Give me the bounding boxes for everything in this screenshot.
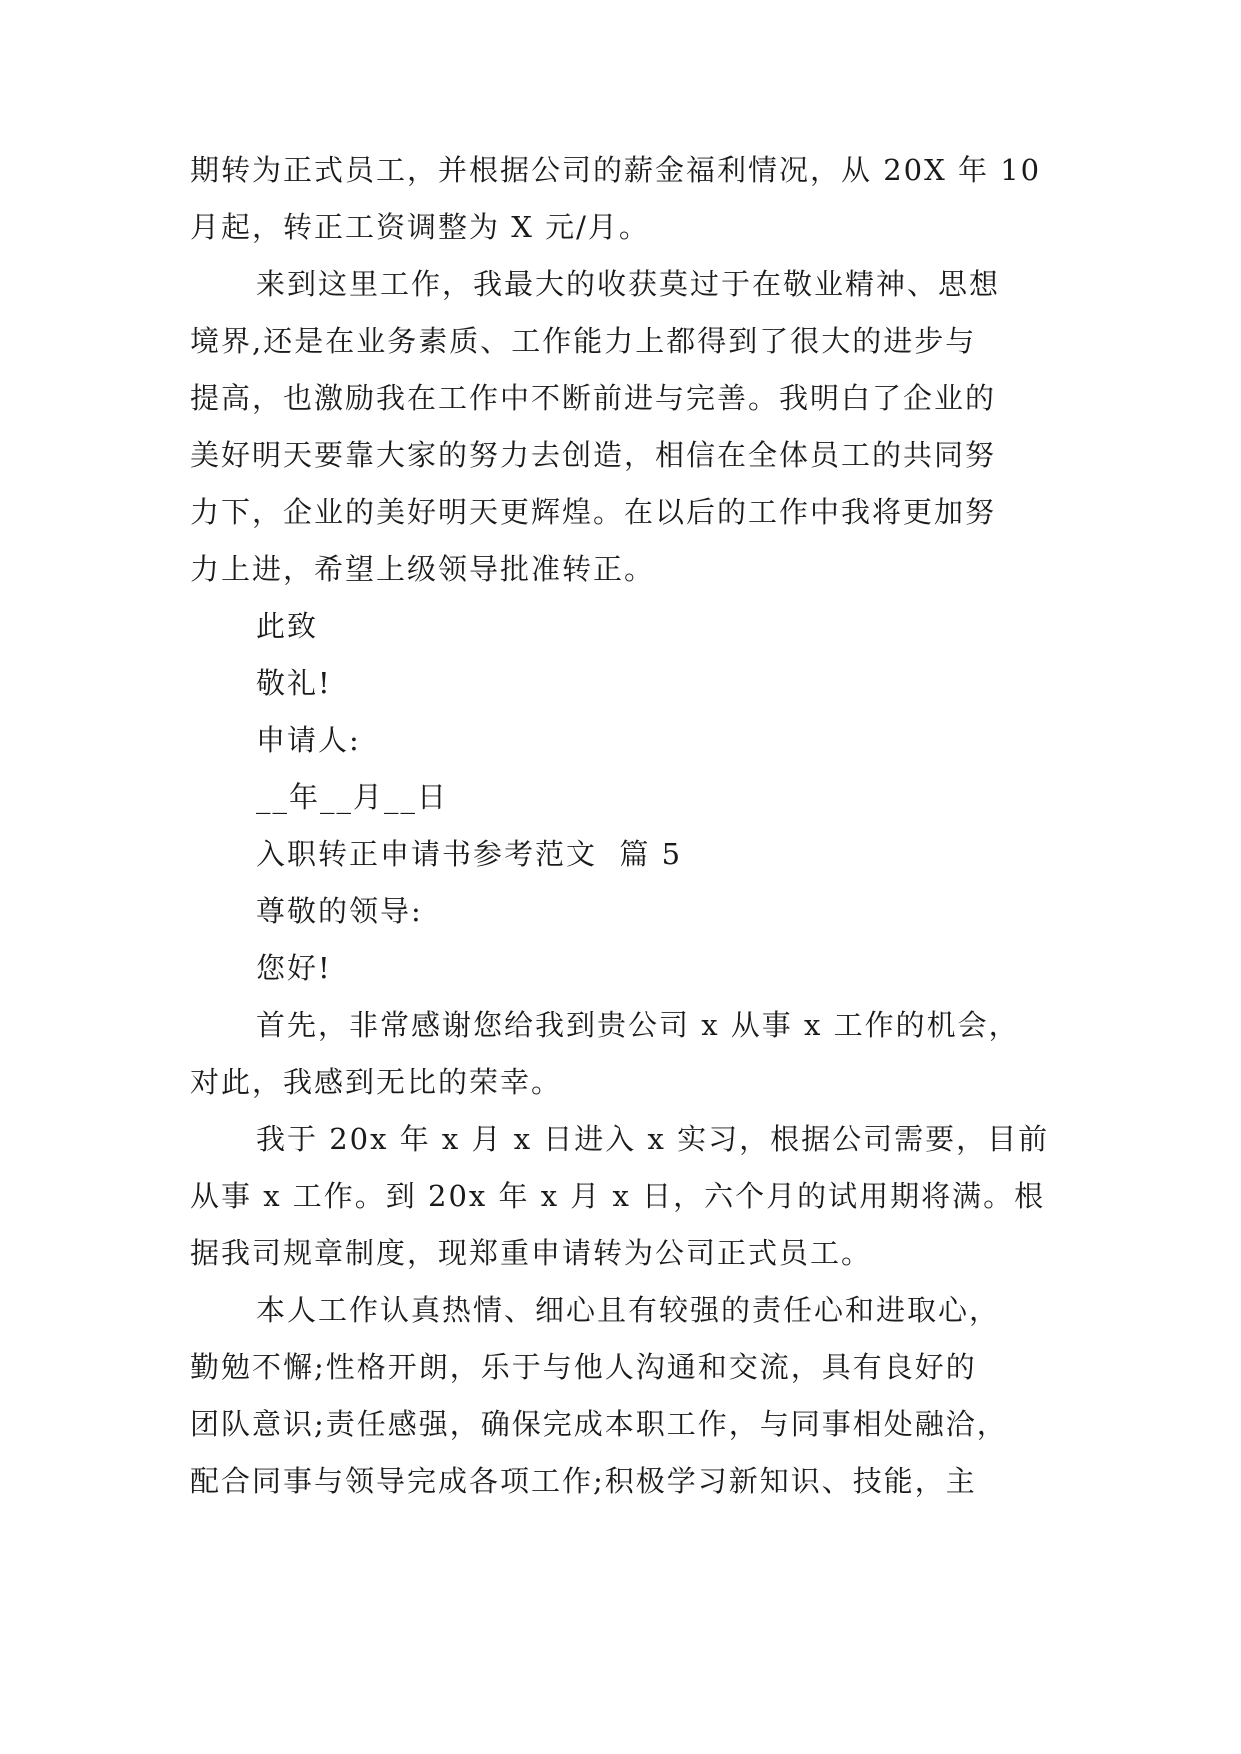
paragraph-line: 力下，企业的美好明天更辉煌。在以后的工作中我将更加努: [190, 495, 997, 529]
applicant-label: 申请人:: [256, 723, 361, 757]
paragraph-line: 力上进，希望上级领导批准转正。: [190, 552, 656, 586]
section-title: 入职转正申请书参考范文 篇 5: [256, 837, 683, 871]
paragraph-line: 对此，我感到无比的荣幸。: [190, 1065, 563, 1099]
paragraph-line: 我于 20x 年 x 月 x 日进入 x 实习，根据公司需要，目前: [256, 1122, 1050, 1156]
paragraph-line: 境界,还是在业务素质、工作能力上都得到了很大的进步与: [190, 324, 977, 358]
paragraph-line: 勤勉不懈;性格开朗，乐于与他人沟通和交流，具有良好的: [190, 1350, 977, 1384]
paragraph-line: 团队意识;责任感强，确保完成本职工作，与同事相处融洽，: [190, 1407, 1008, 1441]
paragraph-line: 来到这里工作，我最大的收获莫过于在敬业精神、思想: [256, 267, 1001, 301]
paragraph-line: 首先，非常感谢您给我到贵公司 x 从事 x 工作的机会，: [256, 1008, 1020, 1042]
closing-salutation: 此致: [256, 609, 319, 643]
greeting: 您好!: [256, 951, 332, 985]
greeting-recipient: 尊敬的领导:: [256, 894, 423, 928]
paragraph-line: 从事 x 工作。到 20x 年 x 月 x 日，六个月的试用期将满。根: [190, 1179, 1046, 1213]
paragraph-line: 据我司规章制度，现郑重申请转为公司正式员工。: [190, 1236, 873, 1270]
paragraph-line: 提高，也激励我在工作中不断前进与完善。我明白了企业的: [190, 381, 997, 415]
paragraph-line: 配合同事与领导完成各项工作;积极学习新知识、技能，主: [190, 1464, 977, 1498]
paragraph-line: 月起，转正工资调整为 X 元/月。: [190, 210, 650, 244]
date-placeholder: __年__月__日: [256, 780, 449, 814]
paragraph-line: 期转为正式员工，并根据公司的薪金福利情况，从 20X 年 10: [190, 153, 1042, 187]
paragraph-line: 本人工作认真热情、细心且有较强的责任心和进取心，: [256, 1293, 1001, 1327]
closing-regards: 敬礼!: [256, 666, 332, 700]
paragraph-line: 美好明天要靠大家的努力去创造，相信在全体员工的共同努: [190, 438, 997, 472]
